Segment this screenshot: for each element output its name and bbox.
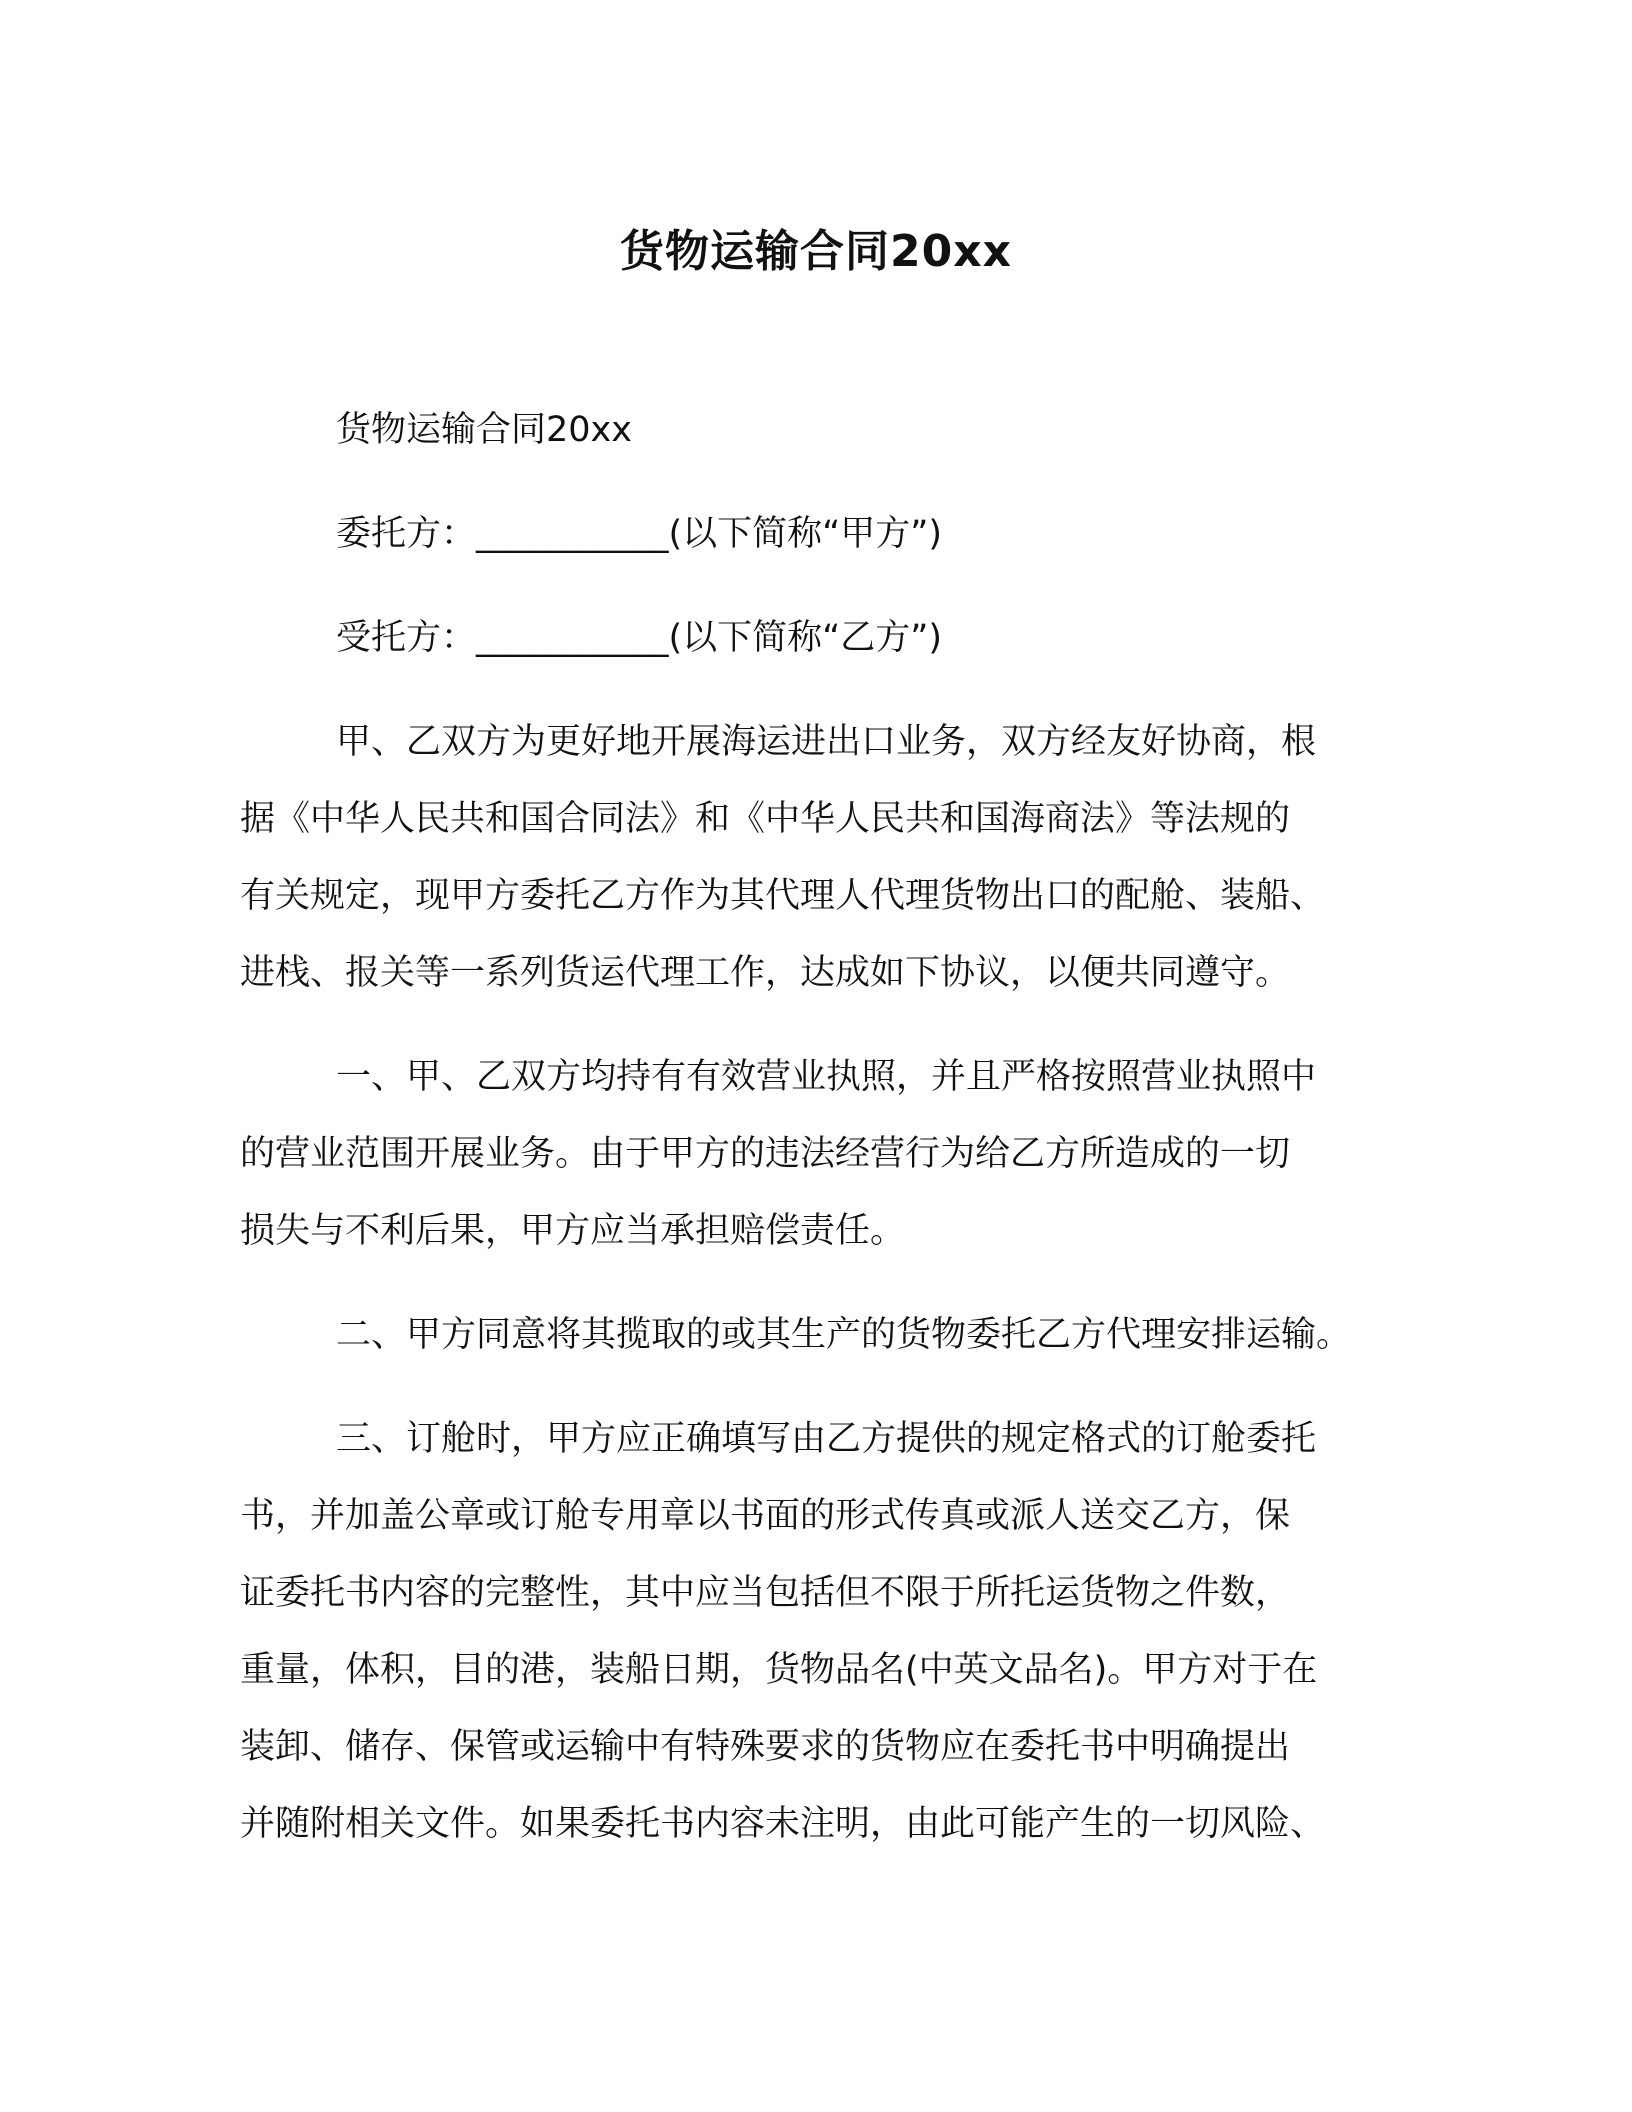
- clause-three-line: 并随附相关文件。如果委托书内容未注明，由此可能产生的一切风险、: [240, 1804, 1326, 1844]
- client-party-line: 委托方：___________(以下简称“甲方”): [336, 514, 943, 554]
- agent-party-line: 受托方：___________(以下简称“乙方”): [336, 618, 943, 658]
- clause-one-line: 一、甲、乙双方均持有有效营业执照，并且严格按照营业执照中: [336, 1057, 1317, 1097]
- clause-three-line: 三、订舱时，甲方应正确填写由乙方提供的规定格式的订舱委托: [336, 1419, 1317, 1459]
- subtitle-line: 货物运输合同20xx: [336, 410, 632, 450]
- clause-one-line: 损失与不利后果，甲方应当承担赔偿责任。: [240, 1211, 906, 1251]
- document-body: [240, 392, 1390, 1863]
- clause-one-line: 的营业范围开展业务。由于甲方的违法经营行为给乙方所造成的一切: [240, 1134, 1291, 1174]
- preamble-line: 据《中华人民共和国合同法》和《中华人民共和国海商法》等法规的: [240, 799, 1291, 839]
- preamble-line: 进栈、报关等一系列货运代理工作，达成如下协议，以便共同遵守。: [240, 953, 1291, 993]
- clause-three-line: 书，并加盖公章或订舱专用章以书面的形式传真或派人送交乙方，保: [240, 1496, 1291, 1536]
- preamble-line: 甲、乙双方为更好地开展海运进出口业务，双方经友好协商，根: [336, 722, 1317, 762]
- clause-three-line: 证委托书内容的完整性，其中应当包括但不限于所托运货物之件数，: [240, 1573, 1291, 1613]
- preamble-line: 有关规定，现甲方委托乙方作为其代理人代理货物出口的配舱、装船、: [240, 876, 1326, 916]
- clause-two-line: 二、甲方同意将其揽取的或其生产的货物委托乙方代理安排运输。: [336, 1315, 1352, 1355]
- document-title: 货物运输合同20xx: [620, 226, 1012, 277]
- clause-three-line: 重量，体积，目的港，装船日期，货物品名(中英文品名)。甲方对于在: [240, 1650, 1318, 1690]
- clause-three-line: 装卸、储存、保管或运输中有特殊要求的货物应在委托书中明确提出: [240, 1727, 1291, 1767]
